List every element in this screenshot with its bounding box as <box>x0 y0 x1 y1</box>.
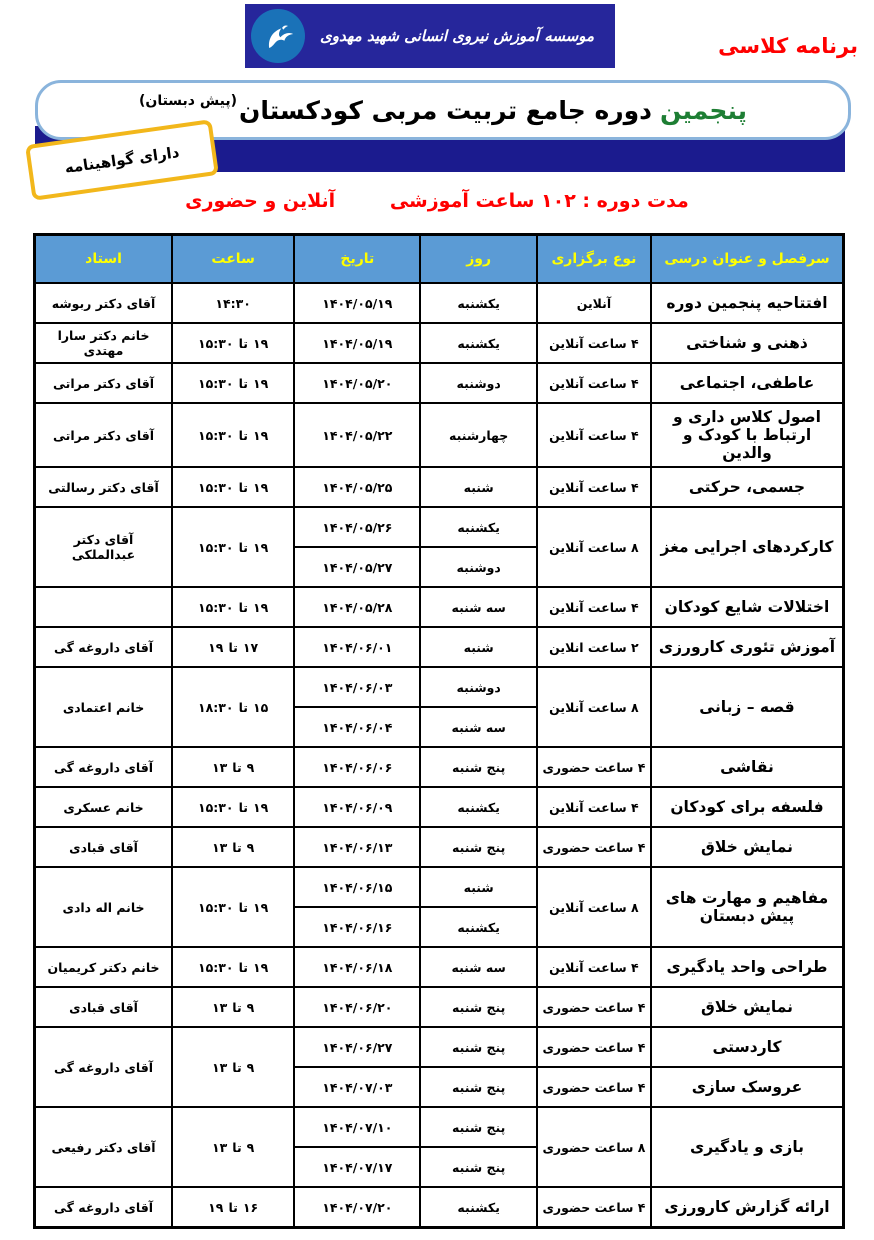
time-range <box>177 1200 289 1215</box>
time-range <box>177 760 289 775</box>
course-title-text: دوره جامع تربیت مربی کودکستان <box>239 95 652 125</box>
time-part: ۱۳ <box>211 1059 228 1075</box>
time-part: ۱۳ <box>211 839 228 855</box>
day-cell: پنج شنبه <box>420 987 536 1027</box>
table-row <box>35 403 844 467</box>
header-row <box>35 235 844 284</box>
course-title-cell: عاطفی، اجتماعی <box>651 363 844 403</box>
teacher-cell: آقای دکتر مراتی <box>35 403 173 467</box>
course-type-cell: ۴ ساعت حضوری <box>537 1187 651 1228</box>
day-cell: شنبه <box>420 467 536 507</box>
date-cell: ۱۴۰۴/۰۶/۲۰ <box>294 987 420 1027</box>
course-title-cell: جسمی، حرکتی <box>651 467 844 507</box>
date-cell: ۱۴۰۴/۰۶/۱۶ <box>294 907 420 947</box>
date-cell: ۱۴۰۴/۰۵/۲۵ <box>294 467 420 507</box>
time-part: ۱۹ <box>252 539 269 555</box>
time-part: تا <box>232 999 242 1015</box>
course-title-cell: کاردستی <box>651 1027 844 1067</box>
time-cell <box>172 747 294 787</box>
time-range <box>177 336 289 351</box>
table-row <box>35 507 844 547</box>
teacher-cell: آقای دکتر مراتی <box>35 363 173 403</box>
table-row <box>35 627 844 667</box>
course-title-cell: عروسک سازی <box>651 1067 844 1107</box>
time-part: تا <box>228 1199 238 1215</box>
table-row <box>35 867 844 907</box>
dove-icon <box>258 16 298 56</box>
course-title-cell: قصه – زبانی <box>651 667 844 747</box>
table-row <box>35 363 844 403</box>
day-cell: دوشنبه <box>420 363 536 403</box>
time-part: ۱۳ <box>211 1139 228 1155</box>
time-range <box>177 640 289 655</box>
time-part: ۱۹ <box>252 427 269 443</box>
time-part: تا <box>232 1059 242 1075</box>
time-part: ۱۹ <box>252 899 269 915</box>
date-cell: ۱۴۰۴/۰۷/۰۳ <box>294 1067 420 1107</box>
teacher-cell: خانم دکتر سارا مهتدی <box>35 323 173 363</box>
time-part: ۱۹ <box>208 639 224 655</box>
delivery-mode-text: آنلاین و حضوری <box>185 190 336 212</box>
time-cell <box>172 467 294 507</box>
time-part: تا <box>238 375 248 391</box>
time-part: ۱۵ <box>252 699 269 715</box>
teacher-cell: آقای قبادی <box>35 987 173 1027</box>
time-cell <box>172 627 294 667</box>
course-title-cell: طراحی واحد یادگیری <box>651 947 844 987</box>
date-cell: ۱۴۰۴/۰۶/۰۶ <box>294 747 420 787</box>
course-type-cell: ۴ ساعت حضوری <box>537 747 651 787</box>
table-row <box>35 787 844 827</box>
course-type-cell: ۴ ساعت حضوری <box>537 1067 651 1107</box>
time-part: ۱۷ <box>242 639 259 655</box>
course-title-cell: نمایش خلاق <box>651 827 844 867</box>
time-range <box>177 800 289 815</box>
time-range <box>177 376 289 391</box>
day-cell: یکشنبه <box>420 907 536 947</box>
date-cell: ۱۴۰۴/۰۵/۲۸ <box>294 587 420 627</box>
table-row <box>35 1027 844 1067</box>
day-cell: شنبه <box>420 627 536 667</box>
table-row <box>35 467 844 507</box>
day-cell: یکشنبه <box>420 323 536 363</box>
time-cell <box>172 587 294 627</box>
course-title-cell: فلسفه برای کودکان <box>651 787 844 827</box>
time-part: ۱۴:۳۰ <box>215 295 251 311</box>
time-cell <box>172 283 294 323</box>
time-part: ۱۹ <box>252 599 269 615</box>
day-cell: یکشنبه <box>420 283 536 323</box>
teacher-cell: آقای داروغه گی <box>35 747 173 787</box>
course-title-cell: اصول کلاس داری و ارتباط با کودک و والدین <box>651 403 844 467</box>
date-cell: ۱۴۰۴/۰۷/۱۰ <box>294 1107 420 1147</box>
time-range <box>177 960 289 975</box>
time-part: تا <box>232 1139 242 1155</box>
time-cell <box>172 1027 294 1107</box>
institute-banner <box>245 4 615 68</box>
time-part: ۹ <box>246 839 255 855</box>
time-part: تا <box>238 959 248 975</box>
day-cell: چهارشنبه <box>420 403 536 467</box>
day-cell: پنج شنبه <box>420 747 536 787</box>
time-range <box>177 540 289 555</box>
time-cell <box>172 787 294 827</box>
date-cell: ۱۴۰۴/۰۶/۲۷ <box>294 1027 420 1067</box>
day-cell: پنج شنبه <box>420 1107 536 1147</box>
course-type-cell: ۴ ساعت آنلاین <box>537 787 651 827</box>
teacher-cell <box>35 587 173 627</box>
course-type-cell: ۴ ساعت آنلاین <box>537 467 651 507</box>
time-part: ۱۵:۳۰ <box>198 899 234 915</box>
table-row <box>35 1187 844 1228</box>
course-type-cell: ۴ ساعت حضوری <box>537 987 651 1027</box>
date-cell: ۱۴۰۴/۰۵/۲۰ <box>294 363 420 403</box>
table-row <box>35 667 844 707</box>
time-part: ۱۵:۳۰ <box>198 335 234 351</box>
time-part: ۱۹ <box>252 335 269 351</box>
date-cell: ۱۴۰۴/۰۷/۲۰ <box>294 1187 420 1228</box>
teacher-cell: آقای قبادی <box>35 827 173 867</box>
time-part: ۱۹ <box>252 375 269 391</box>
course-type-cell: ۸ ساعت آنلاین <box>537 667 651 747</box>
course-ordinal: پنجمین <box>659 95 748 125</box>
time-part: تا <box>238 699 248 715</box>
date-cell: ۱۴۰۴/۰۶/۰۴ <box>294 707 420 747</box>
time-part: تا <box>232 759 242 775</box>
table-row <box>35 283 844 323</box>
course-type-cell: ۸ ساعت آنلاین <box>537 867 651 947</box>
date-cell: ۱۴۰۴/۰۵/۲۲ <box>294 403 420 467</box>
time-part: ۱۹ <box>252 959 269 975</box>
course-type-cell: ۲ ساعت انلاین <box>537 627 651 667</box>
certificate-badge: دارای گواهینامه <box>25 119 219 201</box>
col-header-course: سرفصل و عنوان درسی <box>651 235 844 284</box>
time-part: تا <box>238 427 248 443</box>
schedule-table-container <box>33 233 845 1229</box>
table-row <box>35 587 844 627</box>
time-part: ۱۵:۳۰ <box>198 479 234 495</box>
institute-logo <box>251 9 305 63</box>
time-part: تا <box>232 839 242 855</box>
time-cell <box>172 507 294 587</box>
date-cell: ۱۴۰۴/۰۶/۱۳ <box>294 827 420 867</box>
course-type-cell: ۸ ساعت حضوری <box>537 1107 651 1187</box>
teacher-cell: آقای دکتر رسالتی <box>35 467 173 507</box>
teacher-cell: خانم عسکری <box>35 787 173 827</box>
time-part: تا <box>238 479 248 495</box>
day-cell: سه شنبه <box>420 587 536 627</box>
time-cell <box>172 363 294 403</box>
time-part: ۱۹ <box>252 479 269 495</box>
time-range <box>177 1060 289 1075</box>
time-part: تا <box>238 539 248 555</box>
time-part: ۹ <box>246 999 255 1015</box>
day-cell: یکشنبه <box>420 1187 536 1228</box>
table-row <box>35 987 844 1027</box>
teacher-cell: آقای داروغه گی <box>35 1187 173 1228</box>
date-cell: ۱۴۰۴/۰۶/۱۸ <box>294 947 420 987</box>
course-title-cell: ارائه گزارش کارورزی <box>651 1187 844 1228</box>
teacher-cell: آقای دکتر ربوشه <box>35 283 173 323</box>
time-part: تا <box>238 799 248 815</box>
course-title-cell: ذهنی و شناختی <box>651 323 844 363</box>
course-title-cell: آموزش تئوری کارورزی <box>651 627 844 667</box>
course-title-cell: نقاشی <box>651 747 844 787</box>
time-part: ۹ <box>246 1139 255 1155</box>
time-part: ۱۶ <box>242 1199 259 1215</box>
time-part: تا <box>228 639 238 655</box>
time-part: ۱۵:۳۰ <box>198 599 234 615</box>
date-cell: ۱۴۰۴/۰۶/۰۹ <box>294 787 420 827</box>
teacher-cell: آقای دکتر عبدالملکی <box>35 507 173 587</box>
time-part: ۹ <box>246 1059 255 1075</box>
date-cell: ۱۴۰۴/۰۵/۱۹ <box>294 323 420 363</box>
date-cell: ۱۴۰۴/۰۷/۱۷ <box>294 1147 420 1187</box>
schedule-table-body <box>35 283 844 1228</box>
date-cell: ۱۴۰۴/۰۶/۱۵ <box>294 867 420 907</box>
date-cell: ۱۴۰۴/۰۵/۲۶ <box>294 507 420 547</box>
course-title-cell: کارکردهای اجرایی مغز <box>651 507 844 587</box>
time-part: ۱۵:۳۰ <box>198 959 234 975</box>
day-cell: پنج شنبه <box>420 1147 536 1187</box>
time-cell <box>172 1107 294 1187</box>
date-cell: ۱۴۰۴/۰۶/۰۳ <box>294 667 420 707</box>
course-type-cell: ۴ ساعت آنلاین <box>537 363 651 403</box>
date-cell: ۱۴۰۴/۰۵/۱۹ <box>294 283 420 323</box>
course-type-cell: ۴ ساعت آنلاین <box>537 587 651 627</box>
time-part: ۱۹ <box>208 1199 224 1215</box>
schedule-table <box>33 233 845 1229</box>
time-part: ۱۸:۳۰ <box>198 699 234 715</box>
course-type-cell: ۴ ساعت حضوری <box>537 1027 651 1067</box>
course-type-cell: ۸ ساعت آنلاین <box>537 507 651 587</box>
teacher-cell: آقای داروغه گی <box>35 1027 173 1107</box>
time-range <box>177 600 289 615</box>
schedule-label: برنامه کلاسی <box>718 34 858 58</box>
day-cell: یکشنبه <box>420 507 536 547</box>
time-part: ۱۳ <box>211 759 228 775</box>
table-row <box>35 947 844 987</box>
table-row <box>35 747 844 787</box>
course-type-cell: ۴ ساعت حضوری <box>537 827 651 867</box>
day-cell: سه شنبه <box>420 947 536 987</box>
course-title-cell: اختلالات شایع کودکان <box>651 587 844 627</box>
time-range <box>177 1140 289 1155</box>
date-cell: ۱۴۰۴/۰۵/۲۷ <box>294 547 420 587</box>
time-part: ۱۳ <box>211 999 228 1015</box>
time-cell <box>172 867 294 947</box>
duration-line <box>0 190 874 212</box>
col-header-date: تاریخ <box>294 235 420 284</box>
time-range <box>177 428 289 443</box>
col-header-day: روز <box>420 235 536 284</box>
time-range <box>177 296 289 311</box>
time-part: ۱۵:۳۰ <box>198 799 234 815</box>
table-row <box>35 323 844 363</box>
col-header-type: نوع برگزاری <box>537 235 651 284</box>
course-title-cell: مفاهیم و مهارت های پیش دبستان <box>651 867 844 947</box>
time-range <box>177 700 289 715</box>
time-part: تا <box>238 335 248 351</box>
course-subtitle: (پیش دبستان) <box>138 93 238 109</box>
time-part: ۹ <box>246 759 255 775</box>
teacher-cell: خانم اله دادی <box>35 867 173 947</box>
time-range <box>177 1000 289 1015</box>
time-range <box>177 480 289 495</box>
course-type-cell: ۴ ساعت آنلاین <box>537 403 651 467</box>
time-cell <box>172 323 294 363</box>
day-cell: یکشنبه <box>420 787 536 827</box>
time-cell <box>172 403 294 467</box>
institute-name: موسسه آموزش نیروی انسانی شهید مهدوی <box>319 27 594 45</box>
col-header-teacher: استاد <box>35 235 173 284</box>
duration-text: مدت دوره : ۱۰۲ ساعت آموزشی <box>389 190 689 212</box>
date-cell: ۱۴۰۴/۰۶/۰۱ <box>294 627 420 667</box>
course-type-cell: ۴ ساعت آنلاین <box>537 947 651 987</box>
teacher-cell: آقای داروغه گی <box>35 627 173 667</box>
course-title-cell: بازی و یادگیری <box>651 1107 844 1187</box>
day-cell: پنج شنبه <box>420 1067 536 1107</box>
course-type-cell: آنلاین <box>537 283 651 323</box>
time-cell <box>172 947 294 987</box>
day-cell: دوشنبه <box>420 547 536 587</box>
time-cell <box>172 827 294 867</box>
table-row <box>35 1107 844 1147</box>
time-part: ۱۹ <box>252 799 269 815</box>
time-part: تا <box>238 599 248 615</box>
day-cell: دوشنبه <box>420 667 536 707</box>
teacher-cell: خانم دکتر کریمیان <box>35 947 173 987</box>
course-type-cell: ۴ ساعت آنلاین <box>537 323 651 363</box>
col-header-time: ساعت <box>172 235 294 284</box>
time-cell <box>172 1187 294 1228</box>
day-cell: پنج شنبه <box>420 827 536 867</box>
course-title-cell: افتتاحیه پنجمین دوره <box>651 283 844 323</box>
teacher-cell: خانم اعتمادی <box>35 667 173 747</box>
time-part: ۱۵:۳۰ <box>198 375 234 391</box>
time-part: ۱۵:۳۰ <box>198 539 234 555</box>
day-cell: شنبه <box>420 867 536 907</box>
table-row <box>35 827 844 867</box>
time-cell <box>172 667 294 747</box>
time-range <box>177 840 289 855</box>
time-cell <box>172 987 294 1027</box>
time-part: تا <box>238 899 248 915</box>
day-cell: پنج شنبه <box>420 1027 536 1067</box>
day-cell: سه شنبه <box>420 707 536 747</box>
course-title-cell: نمایش خلاق <box>651 987 844 1027</box>
teacher-cell: آقای دکتر رفیعی <box>35 1107 173 1187</box>
time-range <box>177 900 289 915</box>
time-part: ۱۵:۳۰ <box>198 427 234 443</box>
